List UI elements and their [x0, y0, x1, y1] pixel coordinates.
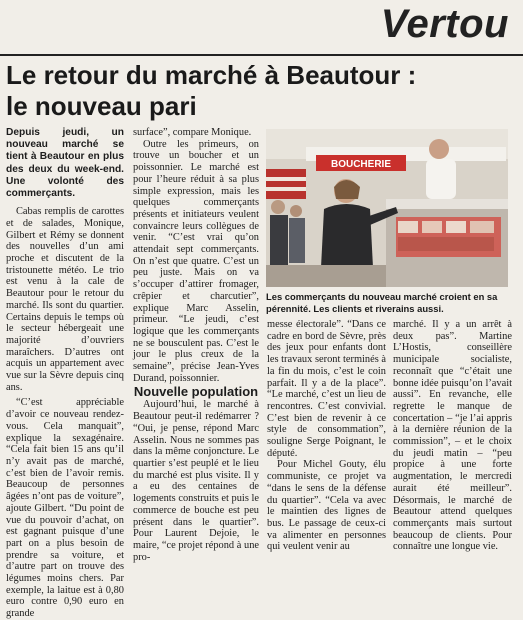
article-lead: Depuis jeudi, un nouveau marché se tient à Beautour en plus des deux du week-end. Une volonté des commerçants.: [6, 127, 124, 200]
article-column-2: [133, 127, 259, 563]
paragraph: “C’est appréciable d’avoir ce nouveau rendez-vous. Cela manquait”, explique la sexagénaire. “Cela fait bien 15 ans qu’il n’y avait pas de marché, c’est bien de l’avoir remis. Beaucoup de personnes âgées n’ont pas de voiture”, ajoute Gilbert. “Du point de vue du pouvoir d’achat, on est gagnant puisque d’une part on a plus besoin de prendre sa voiture, et d’autre part on trouve des légumes moins chers. Par exemple, la laitue est à 0,80 euro contre 0,90 euro en grande: [6, 397, 124, 620]
paragraph: messe électorale”. “Dans ce cadre en bord de Sèvre, près des jeux pour enfants dont les travaux seront terminés à la fin du mois, c’est le coin parfait. Il y a de la place”. “Le marché, c’est un lieu de rencontres. C’est convivial. C’est bien de revenir à ce style de consommation”, souligne Serge Poignant, le député.: [267, 319, 386, 459]
article-column-3: [267, 319, 386, 553]
headline-line-2: le nouveau pari: [6, 91, 197, 121]
subheading: Nouvelle population: [133, 384, 259, 400]
photo-caption: Les commerçants du nouveau marché croient en sa pérennité. Les clients et riverains aussi.: [266, 291, 498, 314]
article-column-1: [6, 127, 124, 620]
headline: [6, 60, 518, 122]
paragraph: marché. Il y a un arrêt à deux pas”. Martine L’Hostis, conseillère municipale socialiste, reconnaît que “c’était une bonne idée puisqu’on l’avait aussi”. En revanche, elle regrette le manque de concertation – “je l’ai appris à la dernière réunion de la commission”, – et le choix du jeudi matin – “peu propice à une forte augmentation, le mercredi aurait été meilleur”. Désormais, le marché de Beautour attend quelques commerçants mais surtout beaucoup de clients. Pour connaître une longue vie.: [393, 319, 512, 553]
market-stall-illustration: [266, 129, 508, 287]
header-rule: [0, 54, 523, 56]
paragraph: surface”, compare Monique.: [133, 127, 252, 138]
paragraph: Pour Michel Gouty, élu communiste, ce projet va “dans le sens de la défense du quartier”. “Cela va avec le maintien des lignes de bus. Le passage de ceux-ci va alimenter en personnes qui veulent venir au: [267, 459, 386, 553]
page-header: [0, 0, 523, 52]
article-column-4: [393, 319, 512, 553]
market-photo: [266, 129, 508, 287]
paragraph: Cabas remplis de carottes et de salades, Monique, Gilbert et Rémy se donnent des nouvelles d’un ami proche et discutent de la tristounette météo. Le trio est venu à la cale de Beautour pour le retour du marché. Ils sont du quartier. Certains depuis le temps où le secteur hébergeait une majorité d’ouvriers maraîchers. D’autres ont acquis un appartement avec vue sur la Sèvre depuis cinq ans.: [6, 206, 124, 393]
paragraph: Outre les primeurs, on trouve un boucher et un poissonnier. Le marché est pour l’heure réduit à sa plus simple expression, mais les quelques commerçants présents et initiateurs veulent convaincre leurs collègues de venir. “C’est vrai qu’on attendait sept commerçants. On n’est que quatre. C’est un peu juste. Mais on va s’occuper d’attirer fromager, crêpier et charcutier”, explique Marc Asselin, primeur. “Le jeudi, c’est logique que les commerçants ne se bousculent pas. C’est le jour le plus creux de la semaine”, précise Jean-Yves Durand, poissonnier.: [133, 138, 259, 384]
headline-line-1: Le retour du marché à Beautour :: [6, 60, 417, 90]
butcher-sign: BOUCHERIE: [330, 159, 392, 170]
paragraph: Aujourd’hui, le marché à Beautour peut-il redémarrer ? “Oui, je pense, répond Marc Asselin. Nous ne sommes pas dans la même conjoncture. Le quartier s’est peuplé et le lieu du marché est plus visite. Il y a eu des centaines de logements construits et puis le commerce de bouche est peu présent dans le quartier”. Pour Laurent Dejoie, le maire, “ce projet répond à une pro-: [133, 399, 259, 563]
section-name: Vertou: [380, 2, 509, 46]
